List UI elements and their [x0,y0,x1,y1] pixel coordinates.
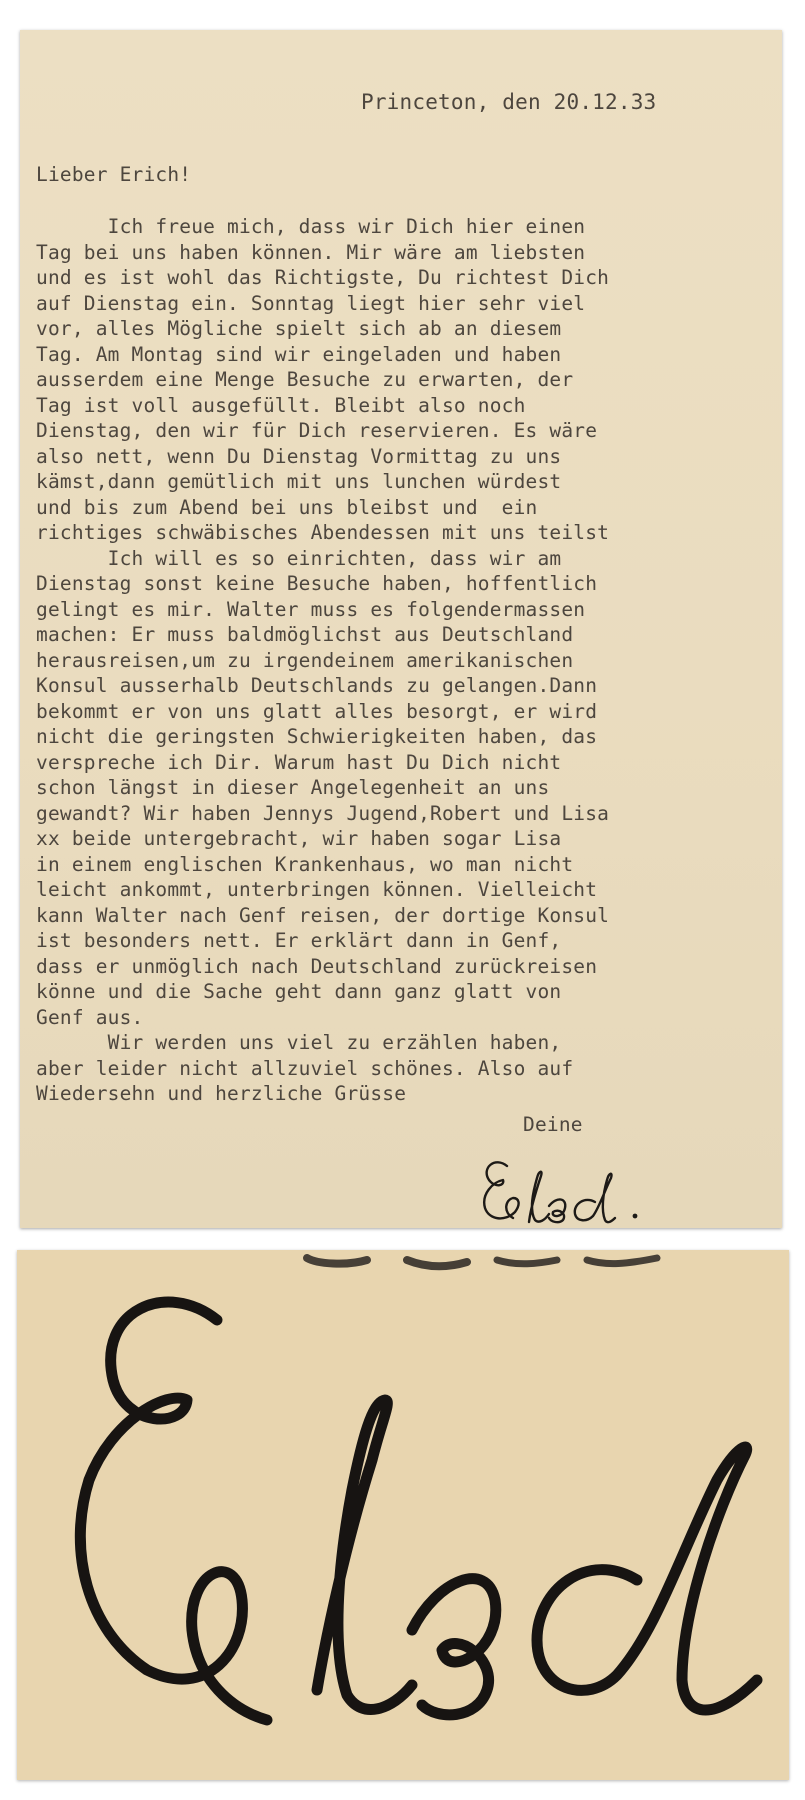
body-line: richtiges schwäbisches Abendessen mit uns teilst [36,521,610,544]
body-line: verspreche ich Dir. Warum hast Du Dich nicht [36,750,562,774]
body-line: leicht ankommt, unterbringen können. Vielleicht [36,878,598,901]
salutation: Lieber Erich! [36,163,192,186]
body-line: Konsul ausserhalb Deutschlands zu gelangen.Dann [36,674,598,697]
body-line: kämst,dann gemütlich mit uns lunchen würdest [36,470,562,493]
body-line: und es ist wohl das Richtigste, Du richtest Dich [36,266,610,289]
signature-closeup [17,1250,789,1780]
body-line: gewandt? Wir haben Jennys Jugend,Robert und Lisa [36,801,610,825]
body-line: nicht die geringsten Schwierigkeiten haben, das [36,725,598,748]
body-line: Tag ist voll ausgefüllt. Bleibt also noch [36,393,526,417]
body-line: Dienstag, den wir für Dich reservieren. Es wäre [36,419,598,442]
body-line: auf Dienstag ein. Sonntag liegt hier sehr viel [36,291,586,315]
body-line: in einem englischen Krankenhaus, wo man nicht [36,852,574,876]
body-line: schon längst in dieser Angelegenheit an uns [36,776,550,799]
body-line: also nett, wenn Du Dienstag Vormittag zu uns [36,444,562,468]
dateline: Princeton, den 20.12.33 [361,90,657,114]
body-line: xx beide untergebracht, wir haben sogar Lisa [36,827,562,850]
closing: Deine [523,1113,583,1136]
signature-closeup-drawing [17,1250,789,1780]
body-line: bekommt er von uns glatt alles besorgt, er wird [36,699,598,723]
body-line: herausreisen,um zu irgendeinem amerikanischen [36,648,574,672]
body-line: Genf aus. [36,1005,144,1029]
body-line: Wiedersehn und herzliche Grüsse [36,1082,407,1105]
body-line: Dienstag sonst keine Besuche haben, hoffentlich [36,572,598,595]
letter-body [36,214,609,1107]
body-line: gelingt es mir. Walter muss es folgendermassen [36,597,586,621]
body-line: aber leider nicht allzuviel schönes. Also auf [36,1056,574,1080]
body-line: dass er unmöglich nach Deutschland zurückreisen [36,954,598,978]
body-line: vor, alles Mögliche spielt sich ab an diesem [36,317,562,340]
body-line: machen: Er muss baldmöglichst aus Deutschland [36,623,574,646]
body-line: Ich will es so einrichten, dass wir am [36,546,562,570]
body-line: Tag bei uns haben können. Mir wäre am liebsten [36,240,586,264]
body-line: Tag. Am Montag sind wir eingeladen und haben [36,342,562,366]
letter-page [20,30,782,1228]
body-line: kann Walter nach Genf reisen, der dortige Konsul [36,903,610,927]
signature [475,1148,675,1238]
body-line: könne und die Sache geht dann ganz glatt von [36,980,562,1003]
body-line: und bis zum Abend bei uns bleibst und ein [36,495,538,519]
body-line: Wir werden uns viel zu erzählen haben, [36,1031,562,1054]
body-line: Ich freue mich, dass wir Dich hier einen [36,215,586,238]
body-line: ausserdem eine Menge Besuche zu erwarten, der [36,368,574,391]
body-line: ist besonders nett. Er erklärt dann in Genf, [36,929,562,952]
